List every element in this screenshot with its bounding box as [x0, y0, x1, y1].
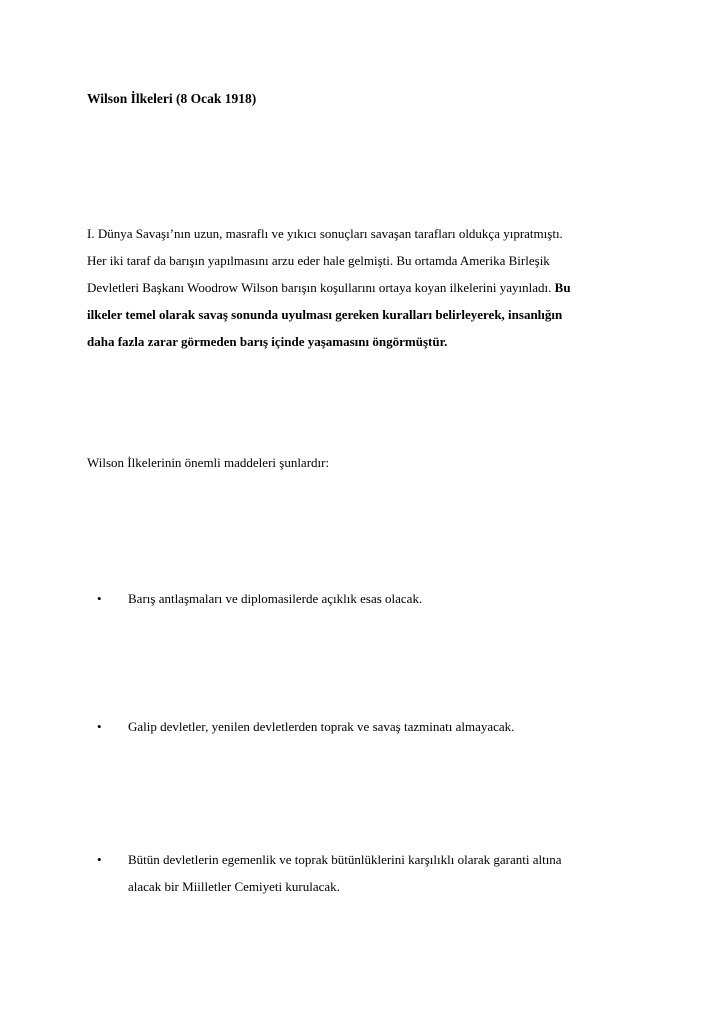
intro-paragraph [87, 220, 647, 355]
bullet-line: Barış antlaşmaları ve diplomasilerde açıklık esas olacak. [128, 591, 423, 606]
bullet-text [128, 713, 648, 740]
bullet-line: Bütün devletlerin egemenlik ve toprak bütünlüklerini karşılıklı olarak garanti altına [128, 852, 562, 867]
intro-bold-line: daha fazla zarar görmeden barış içinde yaşamasını öngörmüştür. [87, 334, 448, 349]
intro-text: Devletleri Başkanı Woodrow Wilson barışın koşullarını ortaya koyan ilkelerini yayınladı. [87, 280, 555, 295]
bullet-line: Galip devletler, yenilen devletlerden toprak ve savaş tazminatı almayacak. [128, 719, 515, 734]
intro-line: I. Dünya Savaşı’nın uzun, masraflı ve yıkıcı sonuçları savaşan tarafları oldukça yıpratmıştı. [87, 226, 563, 241]
document-title: Wilson İlkeleri (8 Ocak 1918) [87, 91, 257, 106]
bullet-text [128, 585, 648, 612]
bullet-icon: • [97, 591, 102, 606]
intro-line: Her iki taraf da barışın yapılmasını arzu eder hale gelmişti. Bu ortamda Amerika Birleşik [87, 253, 550, 268]
articles-subheading: Wilson İlkelerinin önemli maddeleri şunlardır: [87, 455, 330, 470]
bullet-text [128, 846, 648, 900]
bullet-line: alacak bir Miilletler Cemiyeti kurulacak. [128, 879, 340, 894]
intro-bold-text: Bu [554, 280, 571, 295]
intro-line [87, 274, 647, 301]
bullet-icon: • [97, 852, 102, 867]
bullet-icon: • [97, 719, 102, 734]
intro-bold-line: ilkeler temel olarak savaş sonunda uyulması gereken kuralları belirleyerek, insanlığın [87, 307, 563, 322]
